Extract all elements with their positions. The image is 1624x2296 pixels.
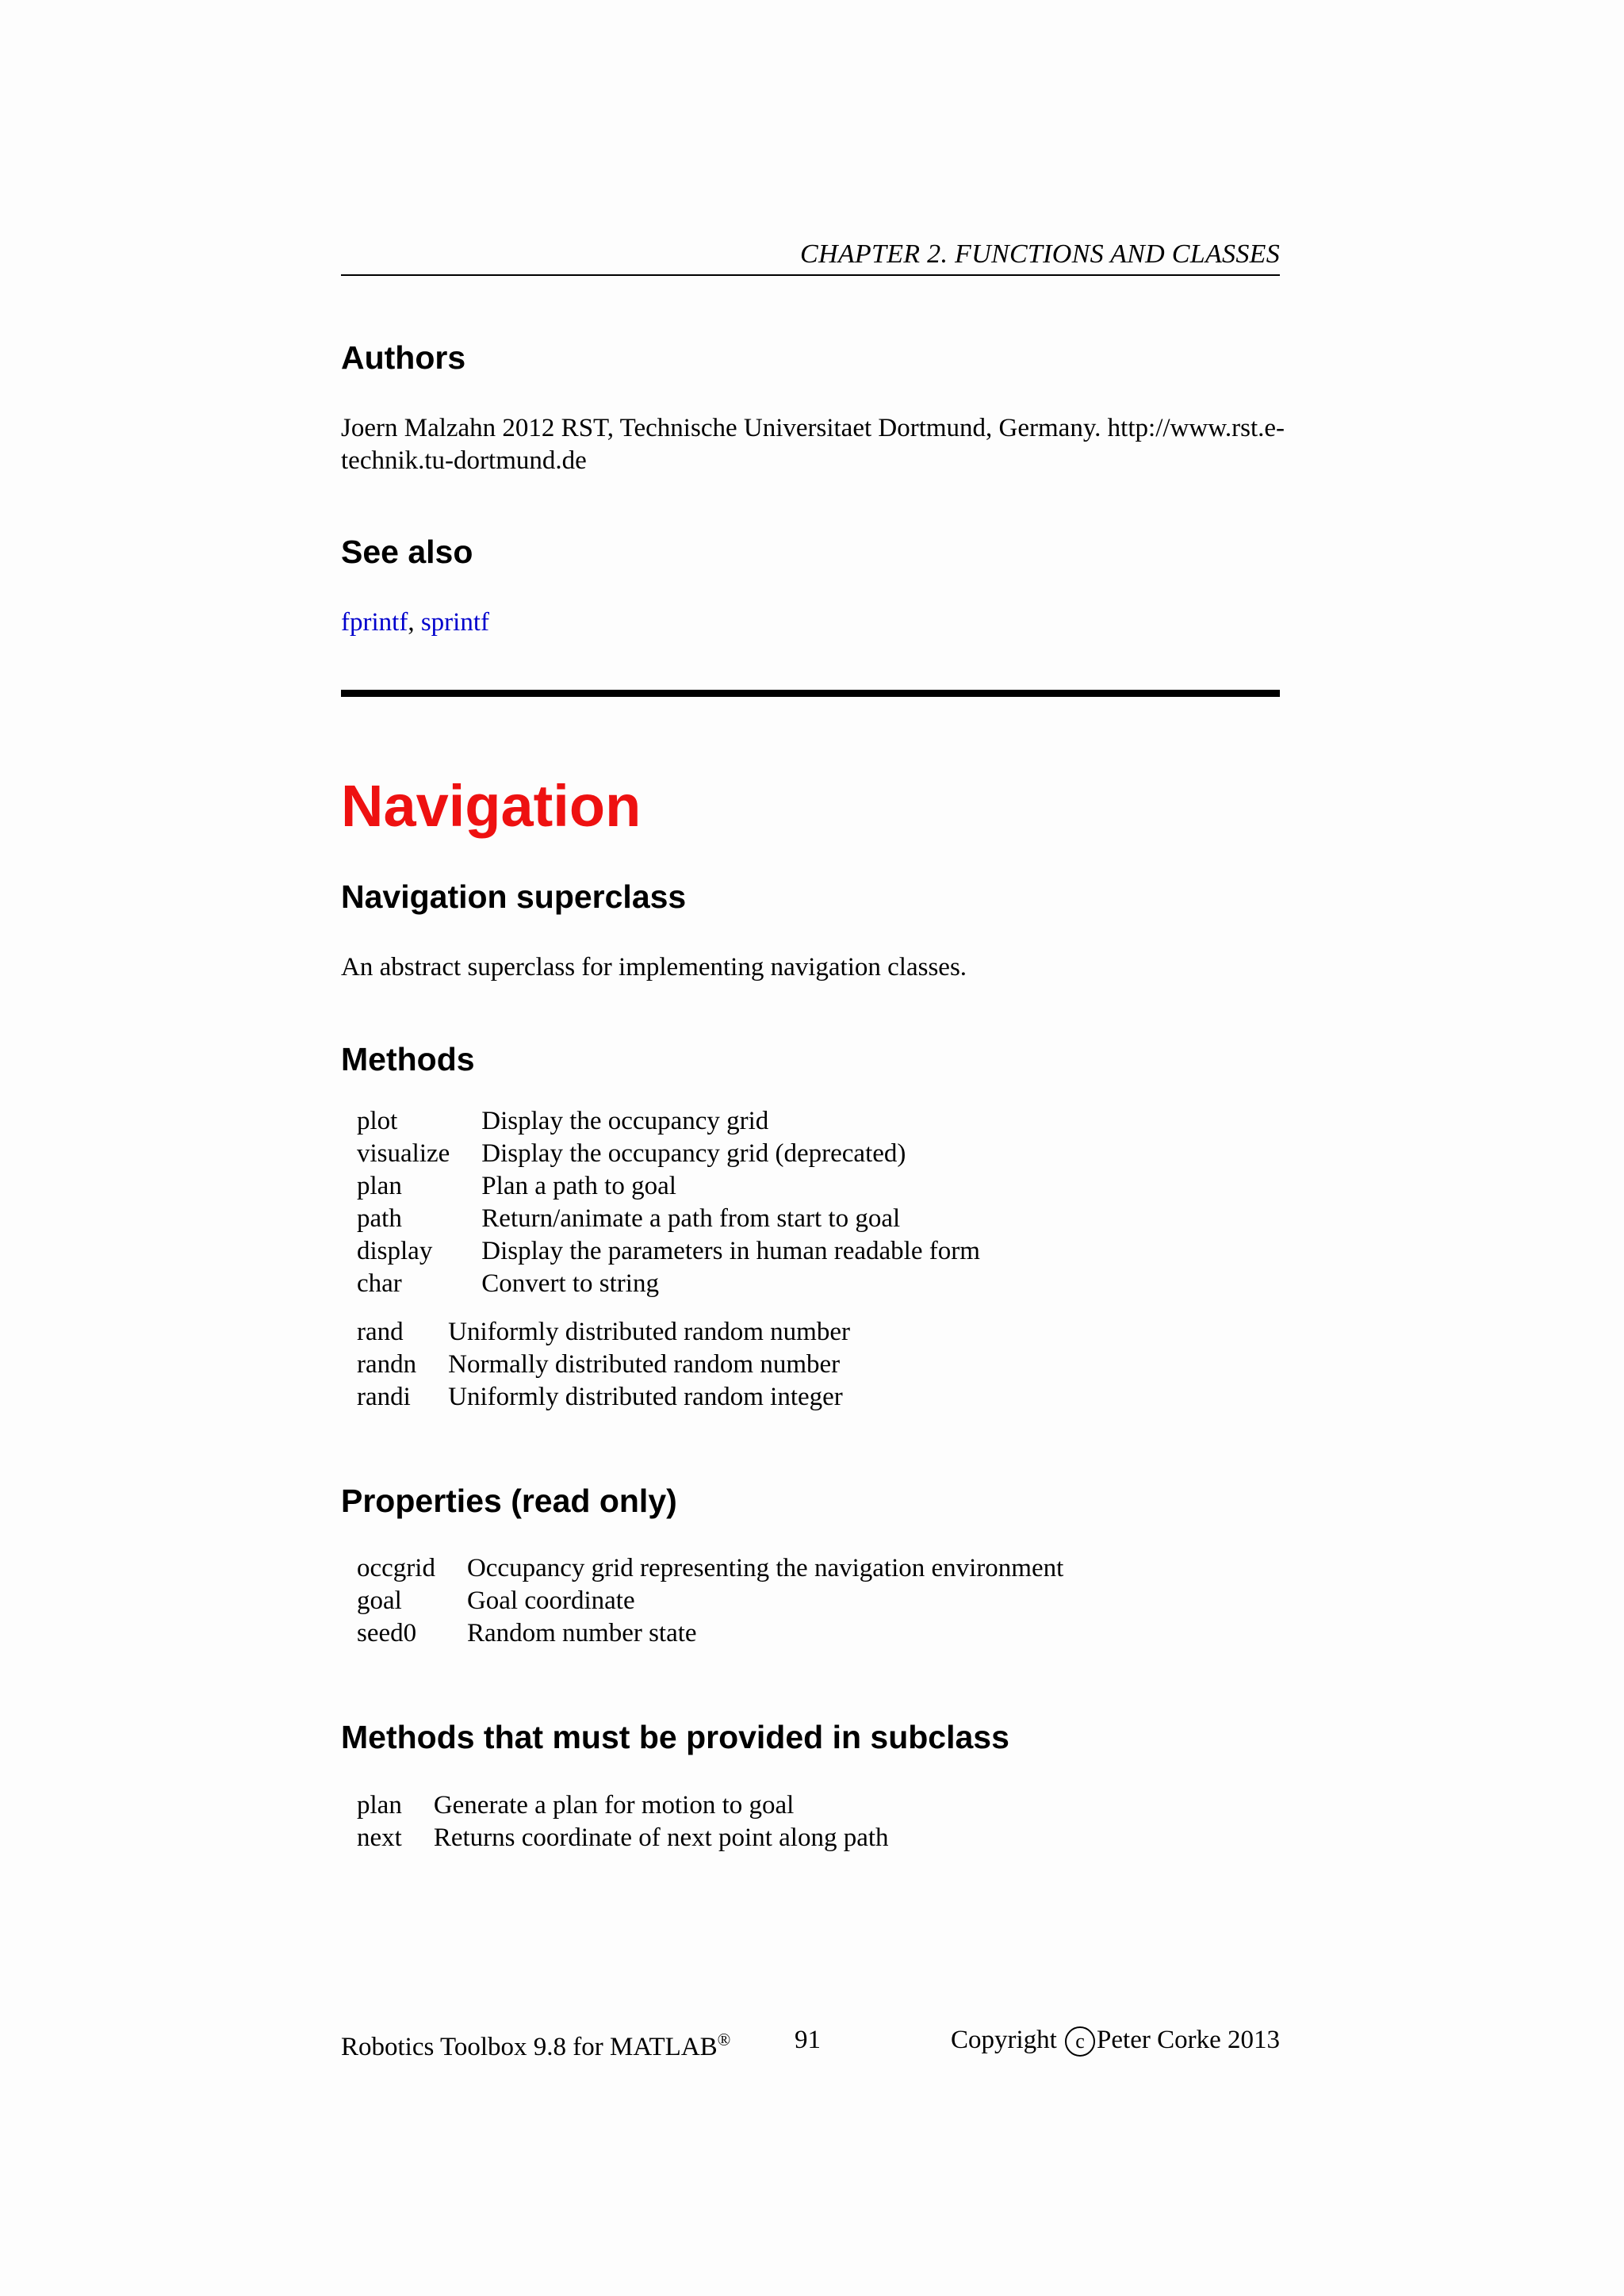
authors-heading: Authors bbox=[341, 339, 466, 376]
description: Occupancy grid representing the navigation environment bbox=[466, 1554, 1064, 1582]
superclass-text: An abstract superclass for implementing navigation classes. bbox=[341, 953, 967, 982]
method-row bbox=[357, 1138, 980, 1170]
property-name: occgrid bbox=[357, 1554, 435, 1582]
method-name: randn bbox=[357, 1350, 417, 1379]
description: Uniformly distributed random number bbox=[448, 1318, 850, 1346]
methods-table bbox=[357, 1105, 980, 1300]
description: Random number state bbox=[466, 1619, 697, 1647]
subclass-methods-table bbox=[357, 1789, 889, 1854]
sprintf-link[interactable]: sprintf bbox=[420, 608, 489, 637]
registered-mark: ® bbox=[717, 2030, 731, 2049]
method-name: path bbox=[357, 1204, 402, 1233]
description: Display the parameters in human readable form bbox=[481, 1237, 980, 1265]
description: Display the occupancy grid bbox=[481, 1107, 769, 1135]
section-divider bbox=[341, 690, 1280, 697]
authors-line-1: Joern Malzahn 2012 RST, Technische Universitaet Dortmund, Germany. http://www.rst.e- bbox=[341, 414, 1285, 442]
method-row bbox=[357, 1316, 850, 1349]
authors-line-2: technik.tu-dortmund.de bbox=[341, 446, 587, 475]
copyright-icon: c bbox=[1065, 2026, 1095, 2057]
description: Return/animate a path from start to goal bbox=[481, 1204, 901, 1233]
properties-heading: Properties (read only) bbox=[341, 1483, 677, 1519]
method-name: plot bbox=[357, 1107, 398, 1135]
method-row bbox=[357, 1381, 850, 1414]
description: Goal coordinate bbox=[466, 1586, 635, 1615]
property-name: goal bbox=[357, 1586, 402, 1615]
running-head: CHAPTER 2. FUNCTIONS AND CLASSES bbox=[800, 239, 1280, 269]
method-row bbox=[357, 1105, 980, 1138]
method-row bbox=[357, 1789, 889, 1822]
property-name: seed0 bbox=[357, 1619, 417, 1647]
method-name: rand bbox=[357, 1318, 404, 1346]
description: Convert to string bbox=[481, 1269, 659, 1298]
description: Uniformly distributed random integer bbox=[448, 1383, 843, 1411]
method-name: randi bbox=[357, 1383, 411, 1411]
description: Returns coordinate of next point along path bbox=[433, 1823, 889, 1852]
method-name: plan bbox=[357, 1172, 402, 1200]
description: Normally distributed random number bbox=[448, 1350, 841, 1379]
authors-text bbox=[341, 412, 1324, 477]
footer-copyright: Copyright c Peter Corke 2013 bbox=[951, 2024, 1280, 2057]
property-row bbox=[357, 1617, 1063, 1650]
properties-table bbox=[357, 1552, 1063, 1650]
method-name: display bbox=[357, 1237, 433, 1265]
see-also-heading: See also bbox=[341, 534, 473, 570]
footer-title: Robotics Toolbox 9.8 for MATLAB® bbox=[341, 2030, 731, 2061]
methods-table-2 bbox=[357, 1316, 850, 1414]
method-row bbox=[357, 1349, 850, 1381]
fprintf-link[interactable]: fprintf bbox=[341, 608, 408, 637]
method-name: char bbox=[357, 1269, 402, 1298]
method-row bbox=[357, 1268, 980, 1300]
description: Plan a path to goal bbox=[481, 1172, 676, 1200]
property-row bbox=[357, 1585, 1063, 1617]
method-name: visualize bbox=[357, 1139, 450, 1168]
method-name: next bbox=[357, 1823, 402, 1852]
method-row bbox=[357, 1170, 980, 1203]
description: Display the occupancy grid (deprecated) bbox=[481, 1139, 906, 1168]
page-number: 91 bbox=[795, 2026, 821, 2054]
link-separator: , bbox=[408, 608, 421, 637]
method-name: plan bbox=[357, 1791, 402, 1820]
subclass-methods-heading: Methods that must be provided in subclass bbox=[341, 1719, 1009, 1755]
header-rule bbox=[341, 274, 1280, 276]
method-row bbox=[357, 1235, 980, 1268]
description: Generate a plan for motion to goal bbox=[433, 1791, 795, 1820]
see-also-links bbox=[341, 607, 489, 639]
section-title: Navigation bbox=[341, 773, 642, 839]
property-row bbox=[357, 1552, 1063, 1585]
superclass-heading: Navigation superclass bbox=[341, 878, 687, 915]
methods-heading: Methods bbox=[341, 1041, 475, 1077]
method-row bbox=[357, 1203, 980, 1235]
method-row bbox=[357, 1822, 889, 1854]
